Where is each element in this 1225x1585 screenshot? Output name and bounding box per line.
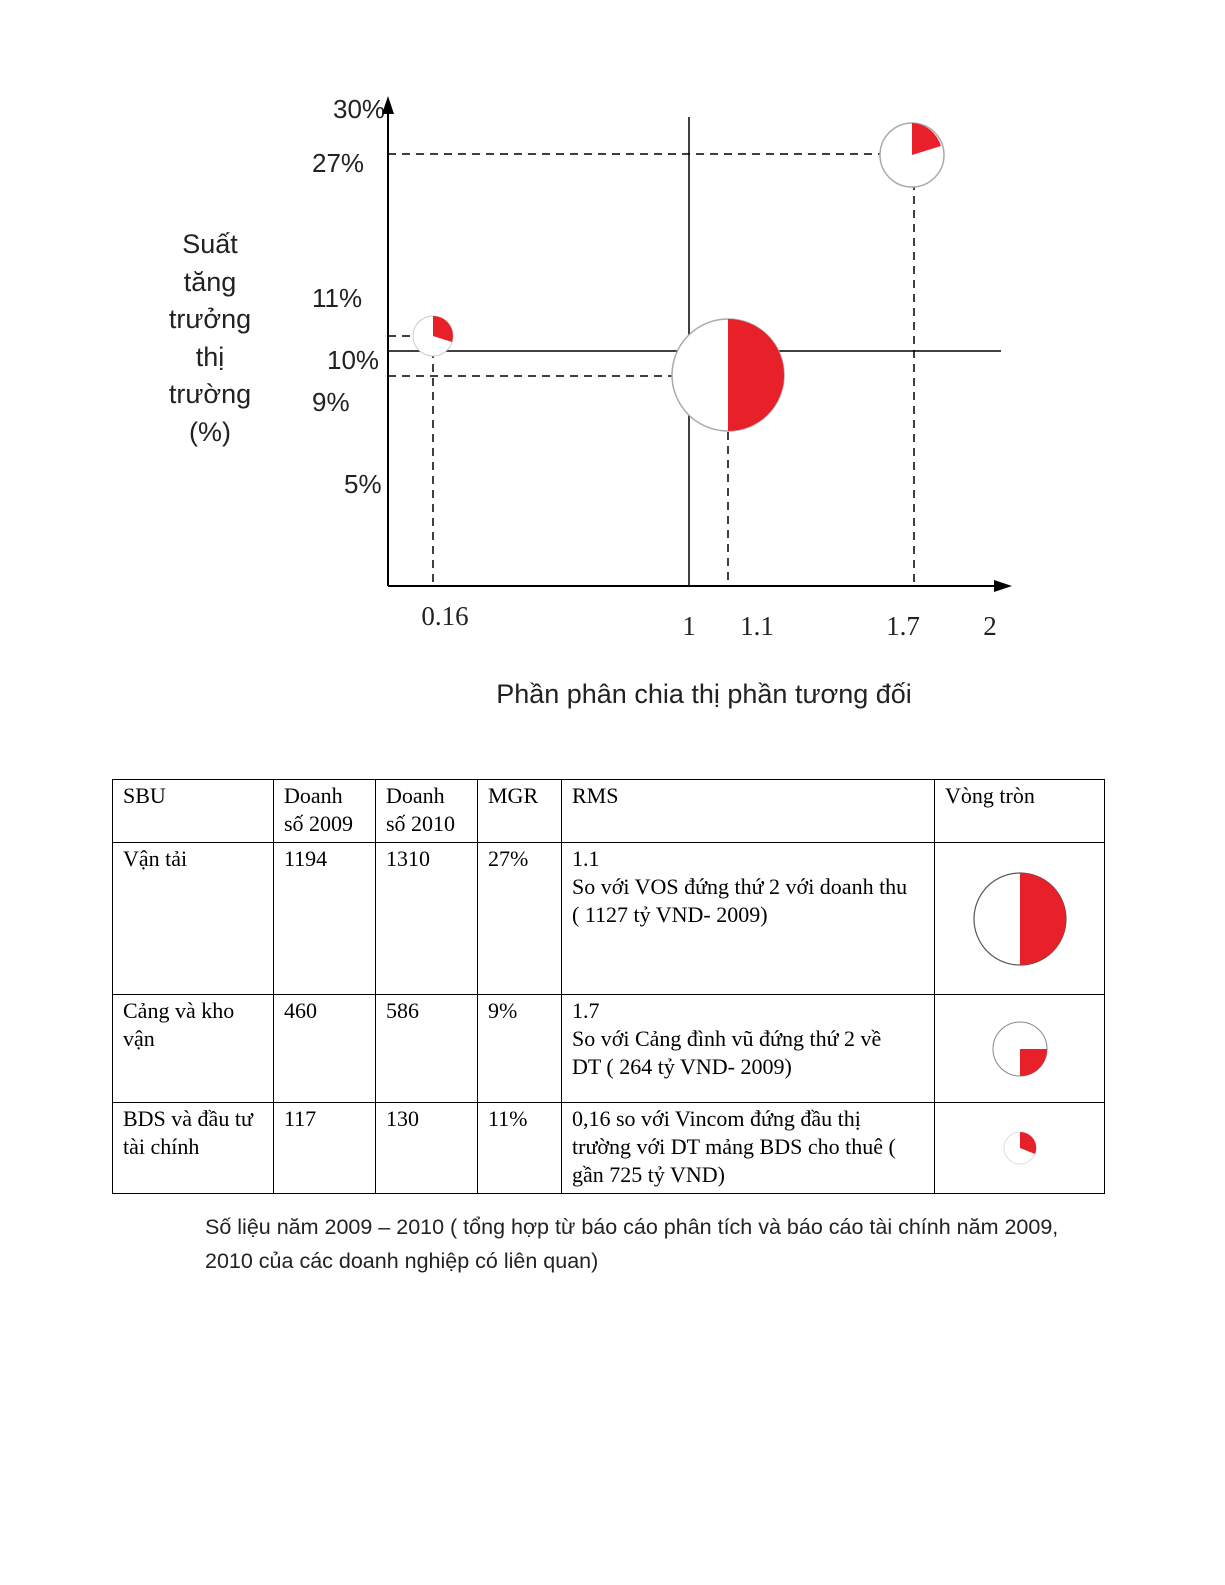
cell-sales-2009: 460 xyxy=(274,995,376,1103)
cell-sbu: BDS và đầu tư tài chính xyxy=(113,1103,274,1194)
y-tick-top: 30% xyxy=(333,94,386,124)
y-tick-27: 27% xyxy=(312,148,365,178)
y-tick-5: 5% xyxy=(344,469,382,499)
cell-circle xyxy=(935,995,1105,1103)
cell-sales-2009: 117 xyxy=(274,1103,376,1194)
x-tick-2: 2 xyxy=(983,611,997,641)
y-axis-title-line-5: trường xyxy=(168,379,252,409)
cell-sbu: Cảng và kho vận xyxy=(113,995,274,1103)
header-sales-2010-l1: Doanh xyxy=(386,783,445,808)
table-row xyxy=(113,843,1105,995)
cell-mgr: 9% xyxy=(478,995,562,1103)
source-note xyxy=(205,1210,1125,1278)
cell-rms: 0,16 so với Vincom đứng đầu thị trường với DT mảng BDS cho thuê ( gần 725 tỷ VND) xyxy=(562,1103,935,1194)
header-sales-2010 xyxy=(376,780,478,843)
y-axis-title-line-3: trưởng xyxy=(168,304,252,334)
cell-sales-2010: 130 xyxy=(376,1103,478,1194)
y-axis-title-line-2: tăng xyxy=(183,267,237,297)
header-sales-2009-l1: Doanh xyxy=(284,783,343,808)
cell-circle xyxy=(935,1103,1105,1194)
cell-sales-2010: 1310 xyxy=(376,843,478,995)
header-sbu: SBU xyxy=(113,780,274,843)
sbu-table xyxy=(112,779,1105,1194)
y-axis-title-line-1: Suất xyxy=(182,229,238,259)
x-axis-arrow xyxy=(994,580,1012,592)
y-tick-11: 11% xyxy=(312,283,363,313)
cell-rms: 1.1 So với VOS đứng thứ 2 với doanh thu ( 1127 tỷ VND- 2009) xyxy=(562,843,935,995)
cell-sales-2010: 586 xyxy=(376,995,478,1103)
bcg-matrix-chart xyxy=(0,0,1225,720)
header-mgr: MGR xyxy=(478,780,562,843)
circle-bds xyxy=(1000,1128,1040,1168)
y-axis-title-line-4: thị xyxy=(195,342,225,372)
table-header-row xyxy=(113,780,1105,843)
header-sales-2009 xyxy=(274,780,376,843)
cell-sbu: Vận tải xyxy=(113,843,274,995)
circle-cang xyxy=(988,1017,1052,1081)
cell-sales-2009: 1194 xyxy=(274,843,376,995)
circle-van-tai-fill xyxy=(1020,873,1066,965)
circle-van-tai xyxy=(970,867,1070,971)
x-tick-17: 1.7 xyxy=(886,611,920,641)
circle-cang-fill xyxy=(1020,1049,1047,1076)
cell-rms: 1.7 So với Cảng đình vũ đứng thứ 2 về DT ( 264 tỷ VND- 2009) xyxy=(562,995,935,1103)
cell-mgr: 11% xyxy=(478,1103,562,1194)
x-tick-11: 1.1 xyxy=(740,611,774,641)
header-circle: Vòng tròn xyxy=(935,780,1105,843)
bubble-van-tai-fill xyxy=(728,319,784,431)
header-sales-2009-l2: số 2009 xyxy=(284,811,354,836)
cell-mgr: 27% xyxy=(478,843,562,995)
bubble-van-tai xyxy=(672,319,784,431)
table-row xyxy=(113,995,1105,1103)
y-axis-title-line-6: (%) xyxy=(189,417,231,447)
source-note-line-2: 2010 của các doanh nghiệp có liên quan) xyxy=(205,1249,599,1273)
y-tick-9: 9% xyxy=(312,387,350,417)
x-tick-1: 1 xyxy=(682,611,696,641)
x-tick-016: 0.16 xyxy=(421,601,469,631)
table-row xyxy=(113,1103,1105,1194)
header-rms: RMS xyxy=(562,780,935,843)
y-tick-10: 10% xyxy=(327,345,380,375)
bubble-cang xyxy=(880,123,944,187)
source-note-line-1: Số liệu năm 2009 – 2010 ( tổng hợp từ báo cáo phân tích và báo cáo tài chính năm 2009, xyxy=(205,1215,1059,1239)
header-sales-2010-l2: số 2010 xyxy=(386,811,456,836)
cell-circle xyxy=(935,843,1105,995)
bubble-bds xyxy=(413,316,453,356)
x-axis-title: Phần phân chia thị phần tương đối xyxy=(496,679,912,709)
